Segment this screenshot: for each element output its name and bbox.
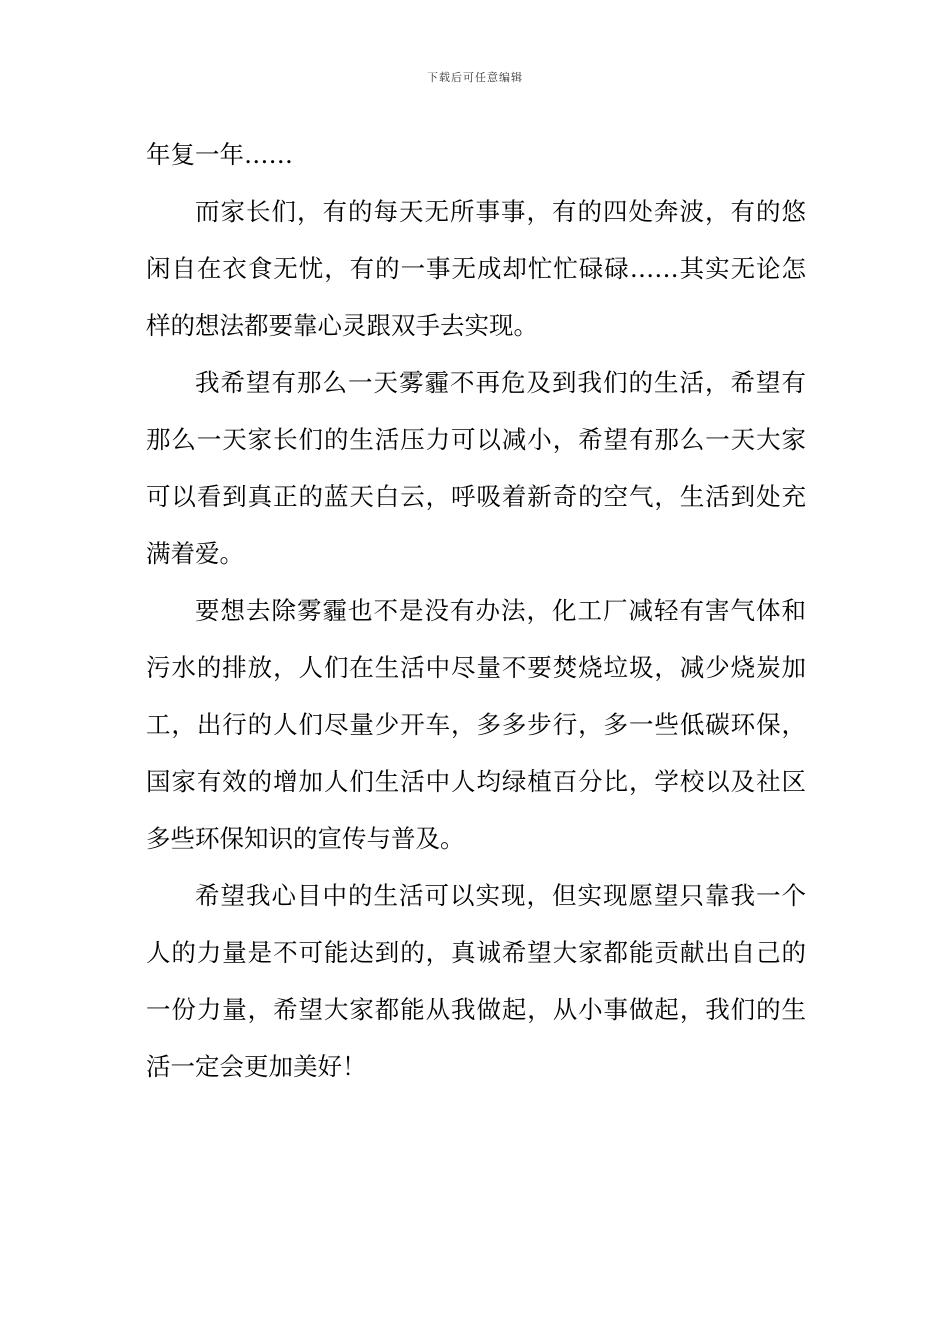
document-body (146, 126, 806, 1095)
paragraph: 要想去除雾霾也不是没有办法，化工厂减轻有害气体和污水的排放，人们在生活中尽量不要焚烧垃圾，减少烧炭加工，出行的人们尽量少开车，多多步行，多一些低碳环保，国家有效的增加人们生活中人均绿植百分比，学校以及社区多些环保知识的宣传与普及。 (146, 596, 806, 853)
paragraph: 而家长们，有的每天无所事事，有的四处奔波，有的悠闲自在衣食无忧，有的一事无成却忙忙碌碌……其实无论怎样的想法都要靠心灵跟双手去实现。 (146, 197, 806, 340)
paragraph-continuation: 年复一年…… (146, 140, 293, 169)
paragraph: 希望我心目中的生活可以实现，但实现愿望只靠我一个人的力量是不可能达到的，真诚希望大家都能贡献出自己的一份力量，希望大家都能从我做起，从小事做起，我们的生活一定会更加美好！ (146, 881, 806, 1081)
paragraph: 我希望有那么一天雾霾不再危及到我们的生活，希望有那么一天家长们的生活压力可以减小，希望有那么一天大家可以看到真正的蓝天白云，呼吸着新奇的空气，生活到处充满着爱。 (146, 368, 806, 568)
header-note: 下载后可任意编辑 (427, 71, 523, 84)
